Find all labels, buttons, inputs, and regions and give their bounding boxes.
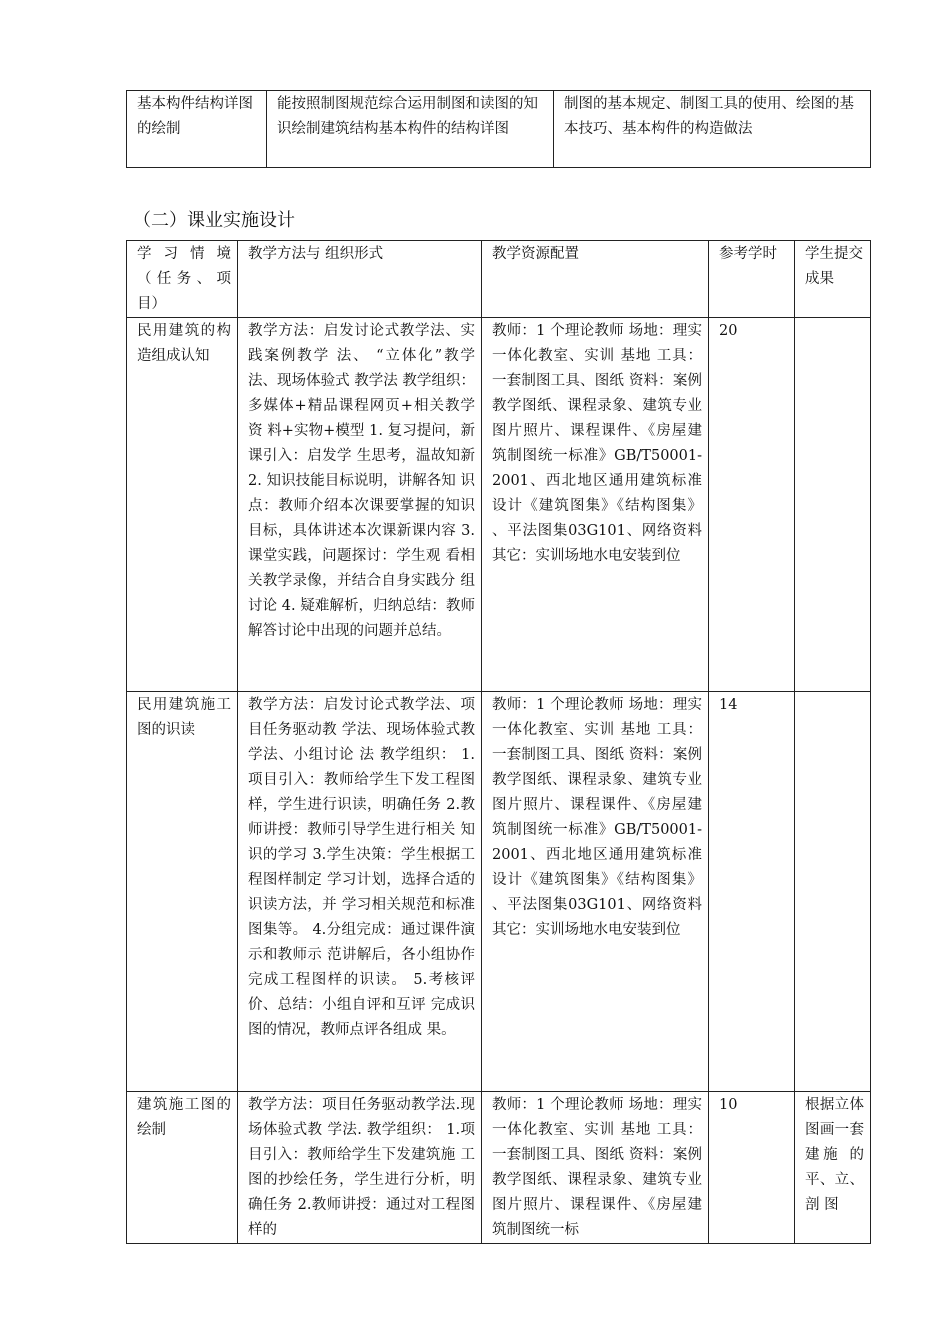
column-header: 教学方法与 组织形式 [238, 241, 482, 318]
section-heading: （二）课业实施设计 [133, 210, 295, 231]
hours-cell: 10 [709, 1092, 795, 1244]
resources-cell: 教师：1 个理论教师 场地：理实一体化教室、实训 基地 工具：一套制图工具、图纸 资料：案例教学图纸、课程录象、建筑专业图片照片、课程课件、《房屋建筑制图统一标准》GB/T50001-2001、西北地区通用建筑标准设计《建筑图集》《结构图集》 、平法图集03G101、网络资料 其它：实训场地水电安装到位 [482, 318, 709, 692]
table-cell: 基本构件结构详图的绘制 [127, 91, 267, 168]
table-row [127, 91, 871, 168]
column-header: 参考学时 [709, 241, 795, 318]
column-header: 教学资源配置 [482, 241, 709, 318]
implementation-table [126, 240, 871, 1244]
hours-cell: 14 [709, 692, 795, 1092]
hours-cell: 20 [709, 318, 795, 692]
outcome-cell [795, 692, 871, 1092]
method-cell: 教学方法：启发讨论式教学法、实践案例教学 法、 “立体化”教学法、现场体验式 教学法 教学组织： 多媒体+精品课程网页+相关教学资 料+实物+模型 1. 复习提问，新课引入：启发学 生思考，温故知新 2. 知识技能目标说明，讲解各知 识点：教师介绍本次课要掌握的知识 目标，具体讲述本次课新课内容 3. 课堂实践，问题探讨：学生观 看相关教学录像，并结合自身实践分 组讨论 4. 疑难解析，归纳总结：教师 解答讨论中出现的问题并总结。 [238, 318, 482, 692]
situation-cell: 建筑施工图的绘制 [127, 1092, 238, 1244]
situation-cell: 民用建筑施工图的识读 [127, 692, 238, 1092]
column-header: 学生提交成果 [795, 241, 871, 318]
table-row [127, 318, 871, 692]
resources-cell: 教师：1 个理论教师 场地：理实一体化教室、实训 基地 工具：一套制图工具、图纸 资料：案例教学图纸、课程录象、建筑专业图片照片、课程课件、《房屋建筑制图统一标准》GB/T50001-2001、西北地区通用建筑标准设计《建筑图集》《结构图集》 、平法图集03G101、网络资料 其它：实训场地水电安装到位 [482, 692, 709, 1092]
column-header: 学 习 情 境（任务、项目） [127, 241, 238, 318]
outcome-cell [795, 318, 871, 692]
situation-cell: 民用建筑的构造组成认知 [127, 318, 238, 692]
method-cell: 教学方法：项目任务驱动教学法.现场体验式教 学法. 教学组织： 1.项目引入：教师给学生下发建筑施 工图的抄绘任务，学生进行分析，明 确任务 2.教师讲授：通过对工程图样的 [238, 1092, 482, 1244]
method-cell: 教学方法：启发讨论式教学法、项目任务驱动教 学法、现场体验式教学法、小组讨论 法 教学组织： 1.项目引入：教师给学生下发工程图 样，学生进行识读，明确任务 2.教师讲授：教师引导学生进行相关 知识的学习 3.学生决策：学生根据工程图样制定 学习计划，选择合适的识读方法，并 学习相关规范和标准图集等。 4.分组完成：通过课件演示和教师示 范讲解后，各小组协作完成工程图样的识读。 5.考核评价、总结：小组自评和互评 完成识图的情况，教师点评各组成 果。 [238, 692, 482, 1092]
table-row [127, 692, 871, 1092]
header-row [127, 241, 871, 318]
competency-table [126, 90, 871, 168]
table-row [127, 1092, 871, 1244]
outcome-cell: 根据立体图画一套建施 的平、立、剖 图 [795, 1092, 871, 1244]
table-cell: 能按照制图规范综合运用制图和读图的知识绘制建筑结构基本构件的结构详图 [267, 91, 554, 168]
table-cell: 制图的基本规定、制图工具的使用、绘图的基本技巧、基本构件的构造做法 [554, 91, 871, 168]
resources-cell: 教师：1 个理论教师 场地：理实一体化教室、实训 基地 工具：一套制图工具、图纸 资料：案例教学图纸、课程录象、建筑专业图片照片、课程课件、《房屋建筑制图统一标 [482, 1092, 709, 1244]
